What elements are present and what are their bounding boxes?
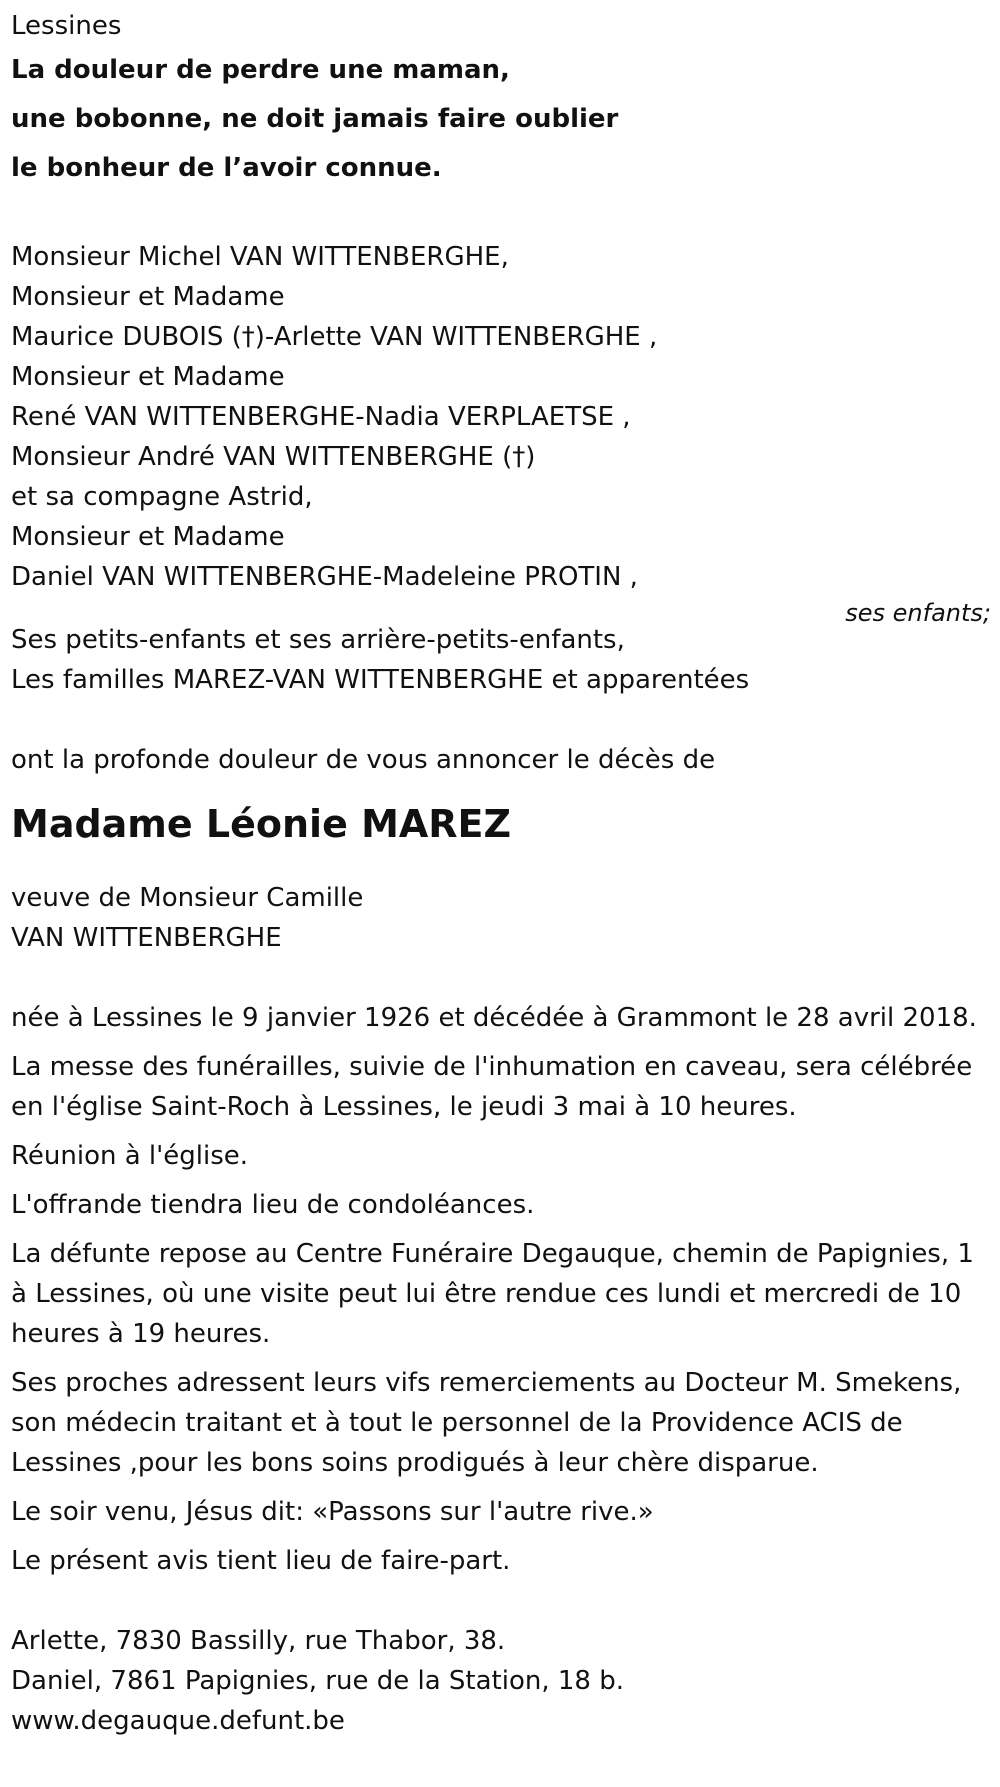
notice-paragraph: Le présent avis tient lieu de faire-part.: [11, 1546, 511, 1576]
funeral-paragraph: La messe des funérailles, suivie de l'inhumation en caveau, sera célébrée en l'église Saint-Roch à Lessines, le jeudi 3 mai à 10 heures.: [11, 1052, 973, 1122]
announcement-text: ont la profonde douleur de vous annoncer le décès de: [11, 745, 716, 775]
birth-death-paragraph: née à Lessines le 9 janvier 1926 et décédée à Grammont le 28 avril 2018.: [11, 1003, 977, 1033]
widow-line: VAN WITTENBERGHE: [11, 923, 282, 953]
family-block: [11, 620, 991, 700]
children-block: [11, 237, 991, 627]
child-line: Monsieur Michel VAN WITTENBERGHE,: [11, 242, 509, 272]
child-line: Monsieur et Madame: [11, 282, 285, 312]
obituary-notice: [11, 6, 991, 1741]
offering-paragraph: L'offrande tiendra lieu de condoléances.: [11, 1190, 535, 1220]
details-block: [11, 998, 991, 1581]
child-line: Monsieur et Madame: [11, 362, 285, 392]
quote-line: une bobonne, ne doit jamais faire oublier: [11, 104, 619, 134]
scripture-paragraph: Le soir venu, Jésus dit: «Passons sur l'autre rive.»: [11, 1497, 654, 1527]
quote-line: La douleur de perdre une maman,: [11, 55, 510, 85]
meeting-paragraph: Réunion à l'église.: [11, 1141, 249, 1171]
children-role-label: ses enfants;: [845, 599, 991, 627]
quote-line: le bonheur de l’avoir connue.: [11, 153, 442, 183]
contact-block: [11, 1621, 991, 1741]
thanks-paragraph: Ses proches adressent leurs vifs remerciements au Docteur M. Smekens, son médecin traitant et à tout le personnel de la Providence ACIS de Lessines ,pour les bons soins prodigués à leur chère disparue.: [11, 1368, 962, 1478]
family-line: Ses petits-enfants et ses arrière-petits-enfants,: [11, 625, 625, 655]
visitation-paragraph: La défunte repose au Centre Funéraire Degauque, chemin de Papignies, 1 à Lessines, où une visite peut lui être rendue ces lundi et mercredi de 10 heures à 19 heures.: [11, 1239, 974, 1349]
contact-line: Arlette, 7830 Bassilly, rue Thabor, 38.: [11, 1626, 506, 1656]
widow-block: [11, 878, 991, 958]
child-line: et sa compagne Astrid,: [11, 482, 313, 512]
child-line: René VAN WITTENBERGHE-Nadia VERPLAETSE ,: [11, 402, 631, 432]
location-text: Lessines: [11, 11, 122, 41]
child-line: Monsieur et Madame: [11, 522, 285, 552]
widow-line: veuve de Monsieur Camille: [11, 883, 364, 913]
family-line: Les familles MAREZ-VAN WITTENBERGHE et apparentées: [11, 665, 750, 695]
child-line: Monsieur André VAN WITTENBERGHE (†): [11, 442, 536, 472]
child-line: Daniel VAN WITTENBERGHE-Madeleine PROTIN ,: [11, 562, 638, 592]
deceased-name: Madame Léonie MAREZ: [11, 802, 512, 846]
website-link[interactable]: www.degauque.defunt.be: [11, 1706, 345, 1736]
child-line: Maurice DUBOIS (†)-Arlette VAN WITTENBERGHE ,: [11, 322, 658, 352]
contact-line: Daniel, 7861 Papignies, rue de la Station, 18 b.: [11, 1666, 624, 1696]
quote-block: [11, 46, 991, 193]
